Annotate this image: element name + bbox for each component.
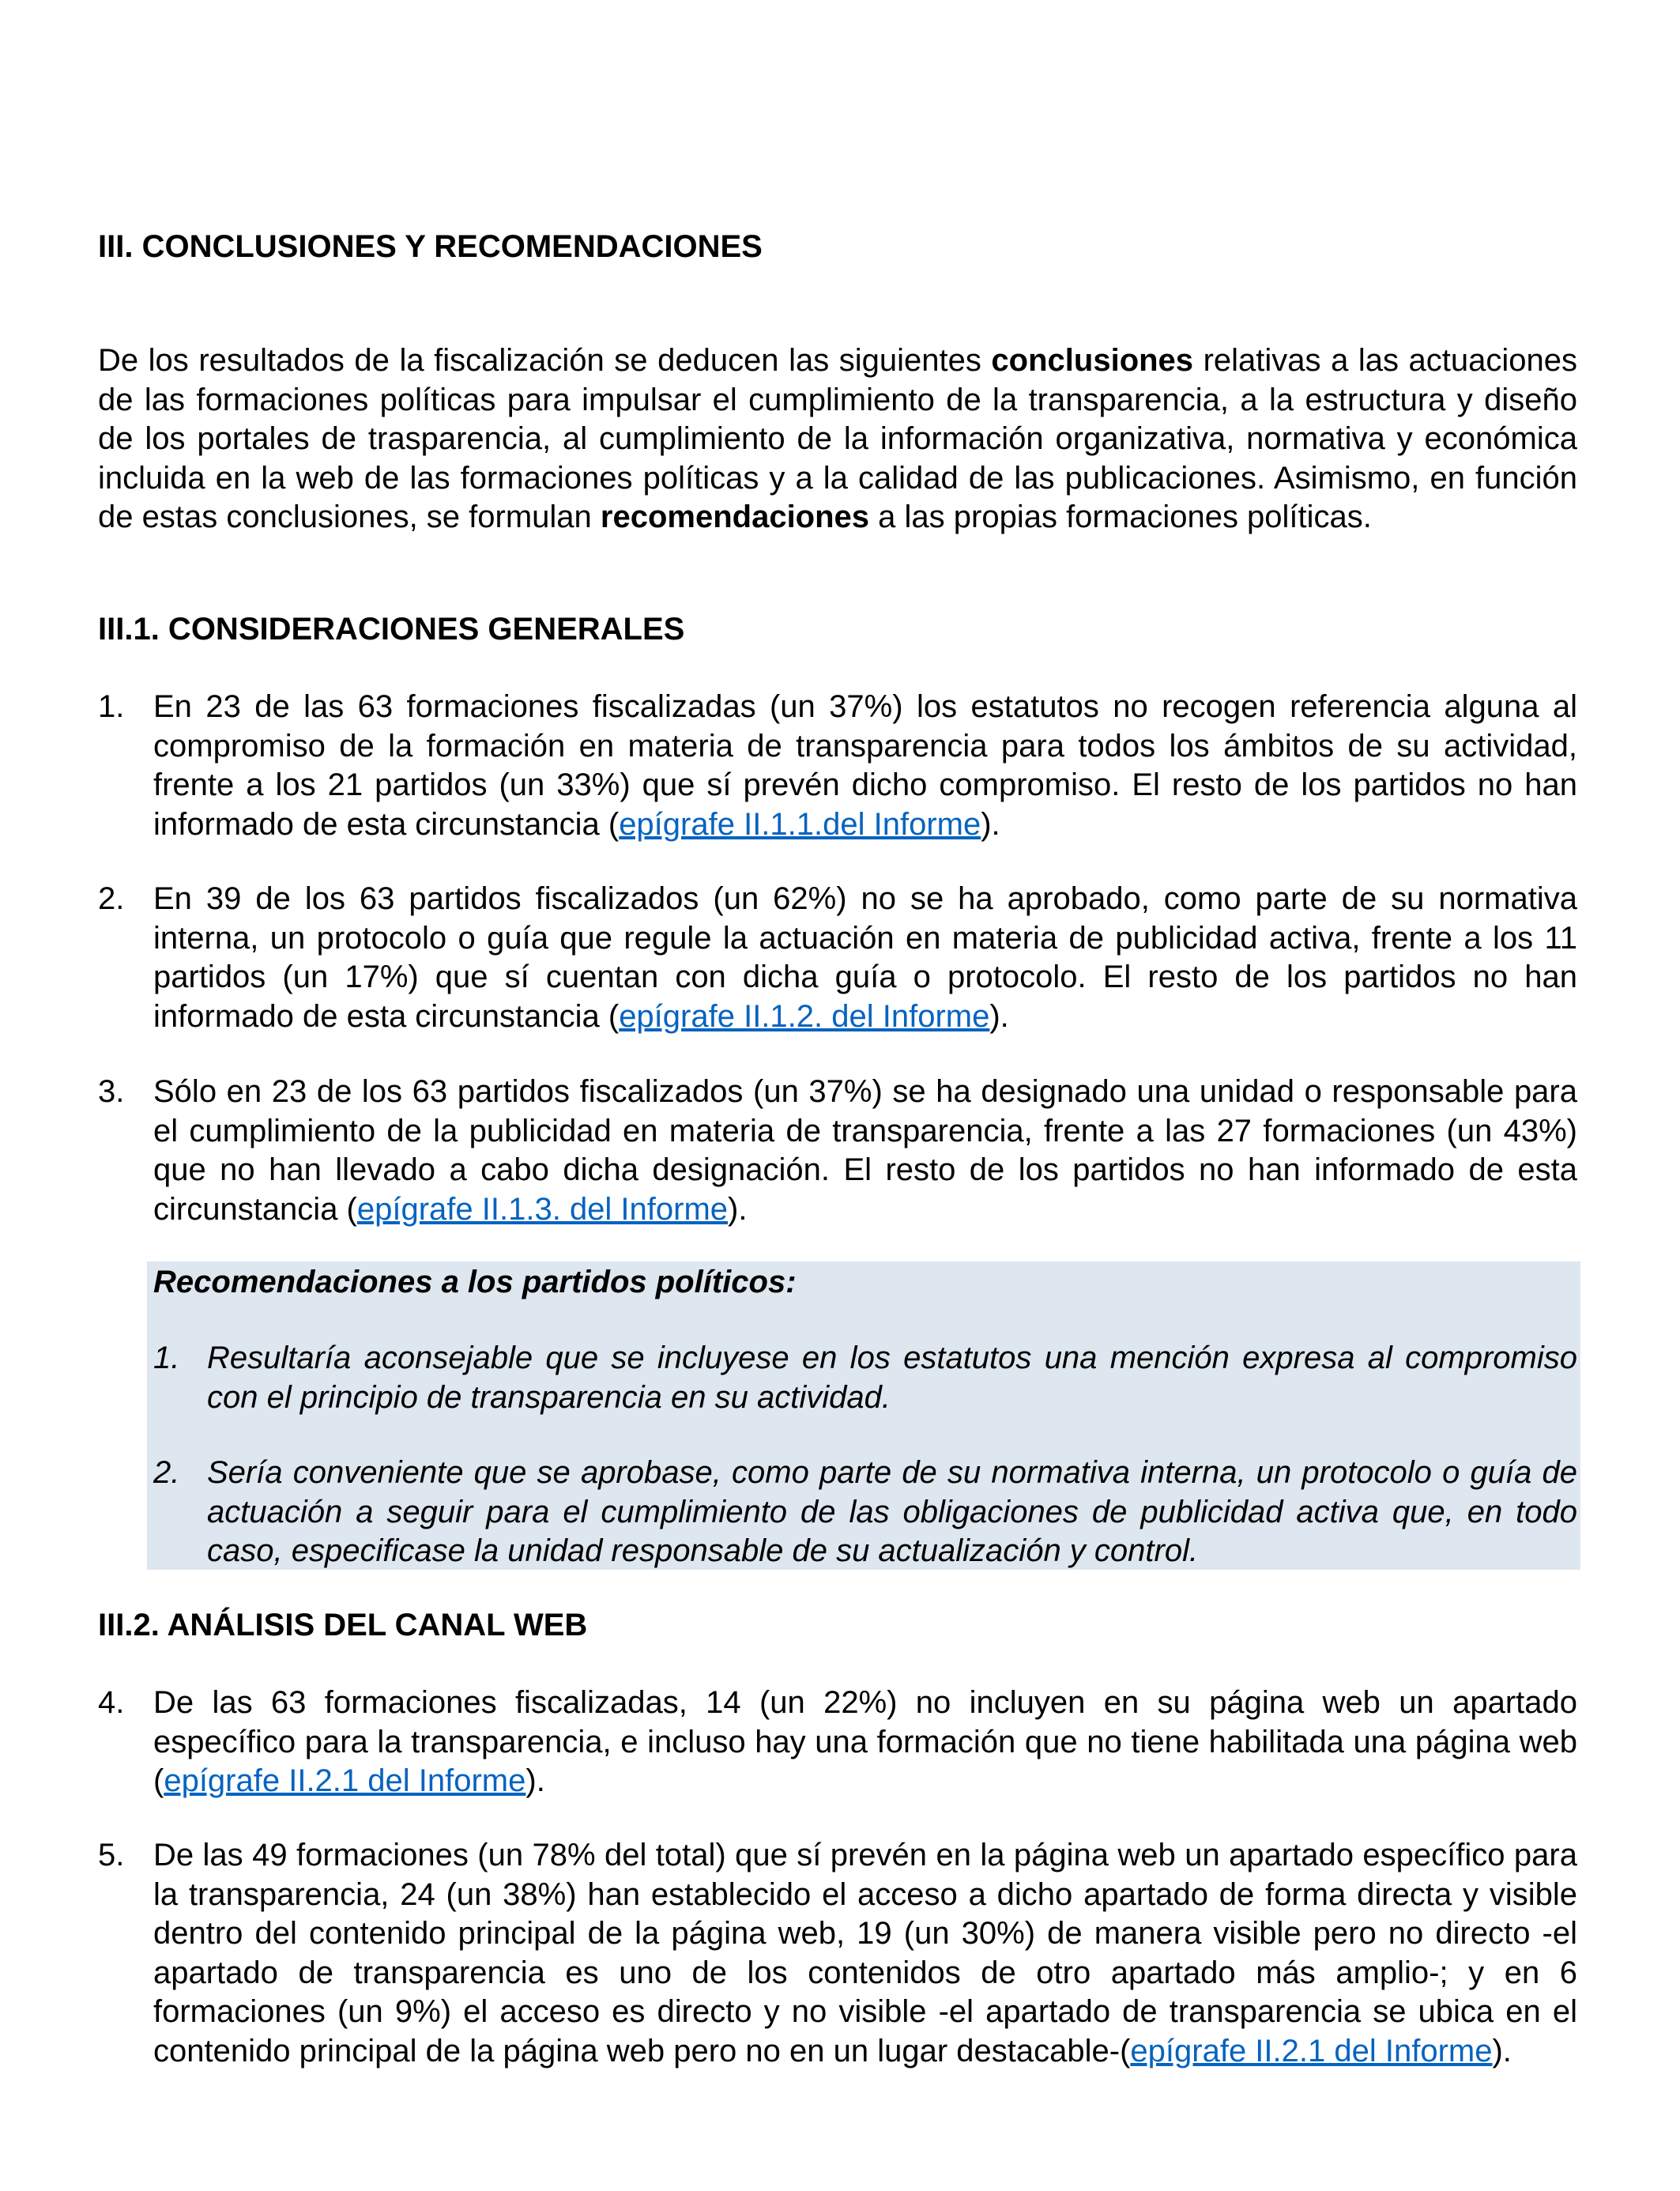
item-text: Sería conveniente que se aprobase, como parte de su normativa interna, un protocolo o guía de actuación a seguir para el cumplimiento de las obligaciones de publicidad activa que, en todo caso, especificase la unidad responsable de su actualización y control. [207, 1455, 1577, 1568]
intro-bold: recomendaciones [600, 500, 870, 534]
conclusion-item [98, 1836, 1577, 2071]
subsection-heading-2: III.2. ANÁLISIS DEL CANAL WEB [98, 1608, 588, 1642]
report-link[interactable]: epígrafe II.2.1 del Informe [164, 1763, 526, 1798]
item-text: De las 63 formaciones fiscalizadas, 14 (un 22%) no incluyen en su página web un apartado específico para la transparencia, e incluso hay una formación que no tiene habilitada una página web ( [153, 1685, 1577, 1798]
item-number: 5. [98, 1838, 125, 1872]
report-link[interactable]: epígrafe II.1.1.del Informe [619, 806, 981, 842]
report-link[interactable]: epígrafe II.1.3. del Informe [356, 1191, 729, 1227]
section-heading: III. CONCLUSIONES Y RECOMENDACIONES [98, 229, 763, 264]
conclusion-item [98, 880, 1577, 1036]
item-text: En 23 de las 63 formaciones fiscalizadas (un 37%) los estatutos no recogen referencia alguna al compromiso de la formación en materia de transparencia para todos los ámbitos de su actividad, frente a los 21 partidos (un 33%) que sí prevén dicho compromiso. El resto de los partidos no han informado de esta circunstancia ( [153, 689, 1577, 842]
intro-text: a las propias formaciones políticas. [869, 500, 1372, 534]
item-end: ). [981, 806, 1000, 842]
subsection-heading-1: III.1. CONSIDERACIONES GENERALES [98, 612, 685, 647]
item-text: De las 49 formaciones (un 78% del total) que sí prevén en la página web un apartado específico para la transparencia, 24 (un 38%) han establecido el acceso a dicho apartado de forma directa y visible dentro del contenido principal de la página web, 19 (un 30%) de manera visible pero no directo -el apartado de transparencia es uno de los contenidos de otro apartado más amplio-; y en 6 formaciones (un 9%) el acceso es directo y no visible -el apartado de transparencia se ubica en el contenido principal de la página web pero no en un lugar destacable-( [153, 1838, 1577, 2068]
item-text: Sólo en 23 de los 63 partidos fiscalizados (un 37%) se ha designado una unidad o responsable para el cumplimiento de la publicidad en materia de transparencia, frente a las 27 formaciones (un 43%) que no han llevado a cabo dicha designación. El resto de los partidos no han informado de esta circunstancia ( [153, 1074, 1577, 1227]
item-number: 2. [153, 1455, 180, 1490]
item-end: ). [989, 998, 1009, 1034]
conclusion-item [98, 1073, 1577, 1229]
report-link[interactable]: epígrafe II.2.1 del Informe [1130, 2033, 1493, 2068]
item-number: 3. [98, 1074, 125, 1109]
item-number: 1. [98, 689, 125, 724]
intro-text: relativas a las actuaciones de las formaciones políticas para impulsar el cumplimiento de la transparencia, a la estructura y diseño de los portales de trasparencia, al cumplimiento de la información organizativa, normativa y económica incluida en la web de las formaciones políticas y a la calidad de las publicaciones. Asimismo, en función de estas conclusiones, se formulan [98, 343, 1577, 534]
item-number: 2. [98, 881, 125, 916]
item-text: En 39 de los 63 partidos fiscalizados (un 62%) no se ha aprobado, como parte de su normativa interna, un protocolo o guía que regule la actuación en materia de publicidad activa, frente a los 11 partidos (un 17%) que sí cuentan con dicha guía o protocolo. El resto de los partidos no han informado de esta circunstancia ( [153, 881, 1577, 1034]
item-end: ). [1492, 2033, 1512, 2068]
intro-text: De los resultados de la fiscalización se deducen las siguientes [98, 343, 992, 378]
conclusion-item [98, 688, 1577, 844]
item-end: ). [525, 1763, 545, 1798]
conclusion-item [98, 1684, 1577, 1801]
recommendation-item [153, 1339, 1577, 1417]
item-end: ). [728, 1191, 748, 1227]
item-text: Resultaría aconsejable que se incluyese en los estatutos una mención expresa al compromiso con el principio de transparencia en su actividad. [207, 1341, 1577, 1415]
report-link[interactable]: epígrafe II.1.2. del Informe [619, 998, 990, 1034]
item-number: 1. [153, 1341, 180, 1375]
recommendations-title: Recomendaciones a los partidos políticos: [153, 1265, 797, 1299]
recommendation-item [153, 1454, 1577, 1571]
item-number: 4. [98, 1685, 125, 1720]
intro-bold: conclusiones [991, 343, 1194, 378]
intro-paragraph [98, 341, 1577, 537]
